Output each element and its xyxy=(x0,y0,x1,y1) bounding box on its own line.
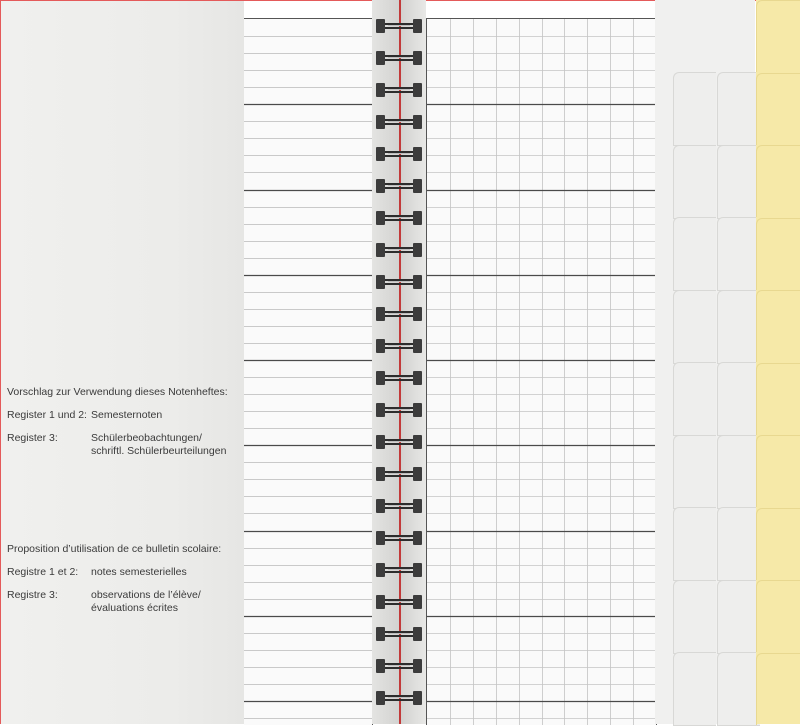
divider-tab[interactable] xyxy=(717,435,760,509)
spiral-ring-icon xyxy=(376,82,422,98)
spiral-ring-icon xyxy=(376,658,422,674)
instructions-german-value: Semesternoten xyxy=(91,409,163,421)
divider-tabs-register-1 xyxy=(673,72,717,724)
divider-tabs-register-2 xyxy=(717,72,761,724)
spiral-ring-icon xyxy=(376,274,422,290)
divider-tab[interactable] xyxy=(673,507,716,581)
yellow-divider-tab[interactable] xyxy=(756,580,800,652)
ruled-page xyxy=(244,18,373,725)
instructions-french xyxy=(7,543,243,615)
divider-tab[interactable] xyxy=(673,72,716,146)
instructions-german-heading: Vorschlag zur Verwendung dieses Notenheftes: xyxy=(7,386,228,398)
spine-line xyxy=(399,0,401,724)
divider-tabs-area xyxy=(655,0,755,724)
divider-tab[interactable] xyxy=(673,217,716,291)
spiral-ring-icon xyxy=(376,338,422,354)
ruled-page-gutter xyxy=(372,0,400,724)
instructions-french-key: Registre 1 et 2: xyxy=(7,566,79,578)
spiral-ring-icon xyxy=(376,370,422,386)
yellow-divider-tab[interactable] xyxy=(756,363,800,435)
spiral-ring-icon xyxy=(376,594,422,610)
yellow-divider-tab[interactable] xyxy=(756,508,800,580)
cover-left-edge xyxy=(0,0,1,724)
instructions-german xyxy=(7,386,243,458)
divider-tab[interactable] xyxy=(717,507,760,581)
yellow-divider-tab[interactable] xyxy=(756,0,800,72)
spiral-ring-icon xyxy=(376,146,422,162)
instructions-french-row xyxy=(7,566,243,579)
spiral-ring-icon xyxy=(376,466,422,482)
spiral-ring-icon xyxy=(376,242,422,258)
grid-page xyxy=(426,18,657,725)
inside-cover-page xyxy=(1,1,244,724)
divider-tab[interactable] xyxy=(717,362,760,436)
divider-tabs-register-3 xyxy=(756,0,800,724)
yellow-divider-tab[interactable] xyxy=(756,218,800,290)
ruled-lines xyxy=(244,19,372,725)
divider-tab[interactable] xyxy=(717,652,760,726)
yellow-divider-tab[interactable] xyxy=(756,290,800,362)
instructions-german-value: Schülerbeobachtungen/ schriftl. Schülerbeurteilungen xyxy=(91,432,227,457)
divider-tab[interactable] xyxy=(673,652,716,726)
spiral-ring-icon xyxy=(376,50,422,66)
divider-tab[interactable] xyxy=(717,145,760,219)
spiral-ring-icon xyxy=(376,626,422,642)
grid-lines xyxy=(427,19,656,725)
divider-tab[interactable] xyxy=(717,290,760,364)
instructions-french-row xyxy=(7,589,243,615)
spiral-ring-icon xyxy=(376,306,422,322)
spiral-ring-icon xyxy=(376,210,422,226)
spiral-ring-icon xyxy=(376,178,422,194)
instructions-german-key: Register 3: xyxy=(7,432,58,444)
instructions-german-row xyxy=(7,409,243,422)
divider-tab[interactable] xyxy=(717,580,760,654)
spiral-ring-icon xyxy=(376,690,422,706)
spiral-ring-icon xyxy=(376,434,422,450)
yellow-divider-tab[interactable] xyxy=(756,435,800,507)
instructions-french-key: Registre 3: xyxy=(7,589,58,601)
spiral-ring-icon xyxy=(376,562,422,578)
instructions-french-value: observations de l’élève/ évaluations écrites xyxy=(91,589,201,614)
spiral-ring-icon xyxy=(376,498,422,514)
divider-tab[interactable] xyxy=(673,290,716,364)
divider-tab[interactable] xyxy=(673,580,716,654)
divider-tab[interactable] xyxy=(673,362,716,436)
instructions-french-value: notes semesterielles xyxy=(91,566,187,578)
instructions-german-row xyxy=(7,432,243,458)
spiral-ring-icon xyxy=(376,114,422,130)
yellow-divider-tab[interactable] xyxy=(756,653,800,725)
yellow-divider-tab[interactable] xyxy=(756,73,800,145)
divider-tab[interactable] xyxy=(717,217,760,291)
grid-page-gutter xyxy=(401,0,426,724)
yellow-divider-tab[interactable] xyxy=(756,145,800,217)
instructions-french-heading: Proposition d’utilisation de ce bulletin scolaire: xyxy=(7,543,222,555)
divider-tab[interactable] xyxy=(673,435,716,509)
divider-tab[interactable] xyxy=(717,72,760,146)
spiral-ring-icon xyxy=(376,18,422,34)
divider-tab[interactable] xyxy=(673,145,716,219)
spiral-ring-icon xyxy=(376,530,422,546)
spiral-ring-icon xyxy=(376,402,422,418)
instructions-german-key: Register 1 und 2: xyxy=(7,409,87,421)
